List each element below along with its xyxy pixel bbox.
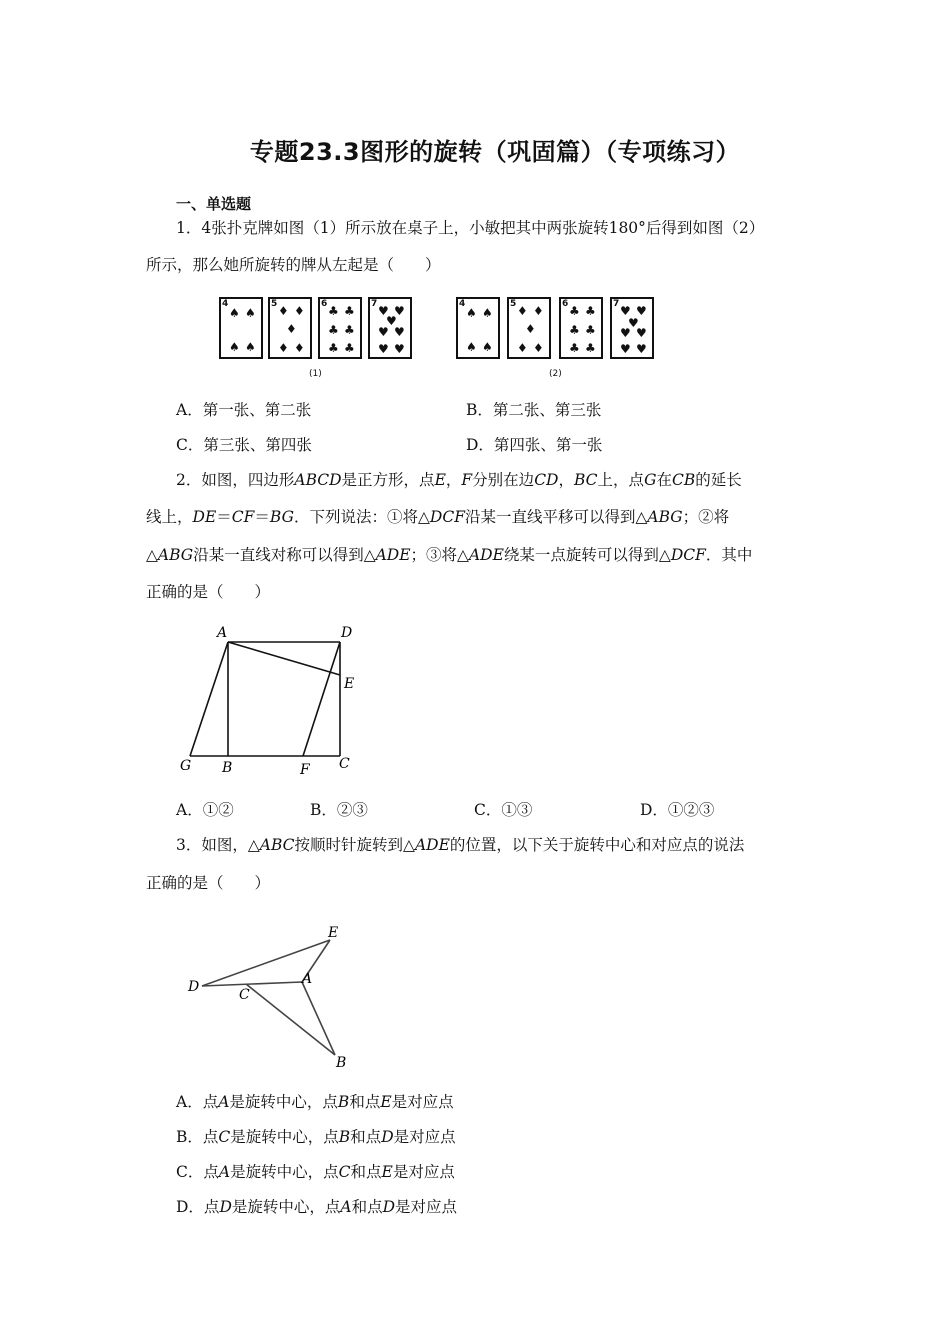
point-label-a: A <box>217 625 228 641</box>
spade-icon: ♠ <box>482 306 493 320</box>
q1-line-2: 所示，那么她所旋转的牌从左起是（ ） <box>146 256 441 274</box>
diamond-icon: ♦ <box>294 304 305 318</box>
q3-option-c[interactable]: C．点A是旋转中心，点C和点E是对应点 <box>176 1163 455 1181</box>
playing-card <box>610 297 654 359</box>
heart-icon: ♥ <box>394 325 405 339</box>
heart-icon: ♥ <box>386 314 397 328</box>
figure-caption: (2) <box>549 369 562 379</box>
heart-icon: ♥ <box>394 342 405 356</box>
diamond-icon: ♦ <box>533 304 544 318</box>
club-icon: ♣ <box>585 341 596 355</box>
heart-icon: ♥ <box>620 326 631 340</box>
club-icon: ♣ <box>569 341 580 355</box>
q3-line-1: 3．如图，△ABC按顺时针旋转到△ADE的位置，以下关于旋转中心和对应点的说法 <box>176 836 745 854</box>
q2-option-a[interactable]: A．①② <box>176 801 234 819</box>
heart-icon: ♥ <box>620 342 631 356</box>
spade-icon: ♠ <box>482 340 493 354</box>
spade-icon: ♠ <box>229 340 240 354</box>
spade-icon: ♠ <box>245 306 256 320</box>
heart-icon: ♥ <box>378 325 389 339</box>
heart-icon: ♥ <box>394 304 405 318</box>
point-label-e: E <box>328 925 339 941</box>
segment-cb <box>246 984 335 1055</box>
playing-card <box>318 297 362 359</box>
q3-rotation-diagram <box>180 915 360 1075</box>
card-rank: 6 <box>562 299 569 309</box>
club-icon: ♣ <box>585 304 596 318</box>
club-icon: ♣ <box>569 304 580 318</box>
card-rank: 7 <box>613 299 620 309</box>
diamond-icon: ♦ <box>286 322 297 336</box>
card-rank: 7 <box>371 299 378 309</box>
point-label-d: D <box>188 979 200 995</box>
diamond-icon: ♦ <box>278 304 289 318</box>
point-label-b: B <box>222 760 233 776</box>
q2-line-1: 2．如图，四边形ABCD是正方形，点E，F分别在边CD，BC上，点G在CB的延长 <box>176 471 742 489</box>
q2-line-3: △ABG沿某一直线对称可以得到△ADE；③将△ADE绕某一点旋转可以得到△DCF．其中 <box>146 546 753 564</box>
heart-icon: ♥ <box>636 304 647 318</box>
playing-card <box>368 297 412 359</box>
q2-option-c[interactable]: C．①③ <box>474 801 533 819</box>
q2-line-2: 线上，DE＝CF＝BG．下列说法：①将△DCF沿某一直线平移可以得到△ABG；②将 <box>146 508 730 526</box>
diamond-icon: ♦ <box>525 322 536 336</box>
club-icon: ♣ <box>328 304 339 318</box>
diamond-icon: ♦ <box>278 341 289 355</box>
heart-icon: ♥ <box>636 326 647 340</box>
section-heading: 一、单选题 <box>176 195 252 213</box>
playing-card <box>268 297 312 359</box>
club-icon: ♣ <box>328 323 339 337</box>
page-title: 专题23.3图形的旋转（巩固篇）（专项练习） <box>249 138 741 166</box>
point-label-g: G <box>180 758 192 774</box>
card-rank: 4 <box>459 299 466 309</box>
club-icon: ♣ <box>585 323 596 337</box>
club-icon: ♣ <box>328 341 339 355</box>
diamond-icon: ♦ <box>533 341 544 355</box>
q2-option-d[interactable]: D．①②③ <box>640 801 715 819</box>
point-label-c: C <box>339 756 350 772</box>
q3-line-2: 正确的是（ ） <box>146 874 271 892</box>
heart-icon: ♥ <box>620 304 631 318</box>
q2-square-diagram <box>170 615 370 785</box>
point-label-e: E <box>344 676 355 692</box>
card-rank: 5 <box>510 299 517 309</box>
spade-icon: ♠ <box>229 306 240 320</box>
playing-card <box>559 297 603 359</box>
club-icon: ♣ <box>344 304 355 318</box>
q1-option-a[interactable]: A．第一张、第二张 <box>176 401 312 419</box>
card-rank: 6 <box>321 299 328 309</box>
diamond-icon: ♦ <box>517 341 528 355</box>
q3-option-d[interactable]: D．点D是旋转中心，点A和点D是对应点 <box>176 1198 458 1216</box>
playing-card <box>507 297 551 359</box>
heart-icon: ♥ <box>636 342 647 356</box>
heart-icon: ♥ <box>378 304 389 318</box>
q3-option-b[interactable]: B．点C是旋转中心，点B和点D是对应点 <box>176 1128 456 1146</box>
diamond-icon: ♦ <box>517 304 528 318</box>
heart-icon: ♥ <box>378 342 389 356</box>
point-label-a: A <box>302 971 313 987</box>
heart-icon: ♥ <box>628 316 639 330</box>
q1-option-d[interactable]: D．第四张、第一张 <box>466 436 603 454</box>
figure-caption: (1) <box>309 369 322 379</box>
card-rank: 5 <box>271 299 278 309</box>
q1-line-1: 1．4张扑克牌如图（1）所示放在桌子上，小敏把其中两张旋转180°后得到如图（2） <box>176 219 765 237</box>
spade-icon: ♠ <box>245 340 256 354</box>
spade-icon: ♠ <box>466 306 477 320</box>
point-label-d: D <box>341 625 353 641</box>
q3-option-a[interactable]: A．点A是旋转中心，点B和点E是对应点 <box>176 1093 454 1111</box>
card-rank: 4 <box>222 299 229 309</box>
playing-card <box>219 297 263 359</box>
q2-line-4: 正确的是（ ） <box>146 583 271 601</box>
q1-option-b[interactable]: B．第二张、第三张 <box>466 401 602 419</box>
point-label-f: F <box>300 762 310 778</box>
q1-option-c[interactable]: C．第三张、第四张 <box>176 436 312 454</box>
club-icon: ♣ <box>569 323 580 337</box>
diamond-icon: ♦ <box>294 341 305 355</box>
point-label-b: B <box>336 1055 347 1071</box>
q2-option-b[interactable]: B．②③ <box>310 801 368 819</box>
club-icon: ♣ <box>344 341 355 355</box>
segment-ab <box>302 982 335 1055</box>
segment-df <box>303 642 340 756</box>
segment-ag <box>190 642 228 756</box>
point-label-c: C <box>239 987 250 1003</box>
segment-da <box>202 982 302 986</box>
playing-card <box>456 297 500 359</box>
club-icon: ♣ <box>344 323 355 337</box>
segment-ae <box>228 642 340 675</box>
spade-icon: ♠ <box>466 340 477 354</box>
